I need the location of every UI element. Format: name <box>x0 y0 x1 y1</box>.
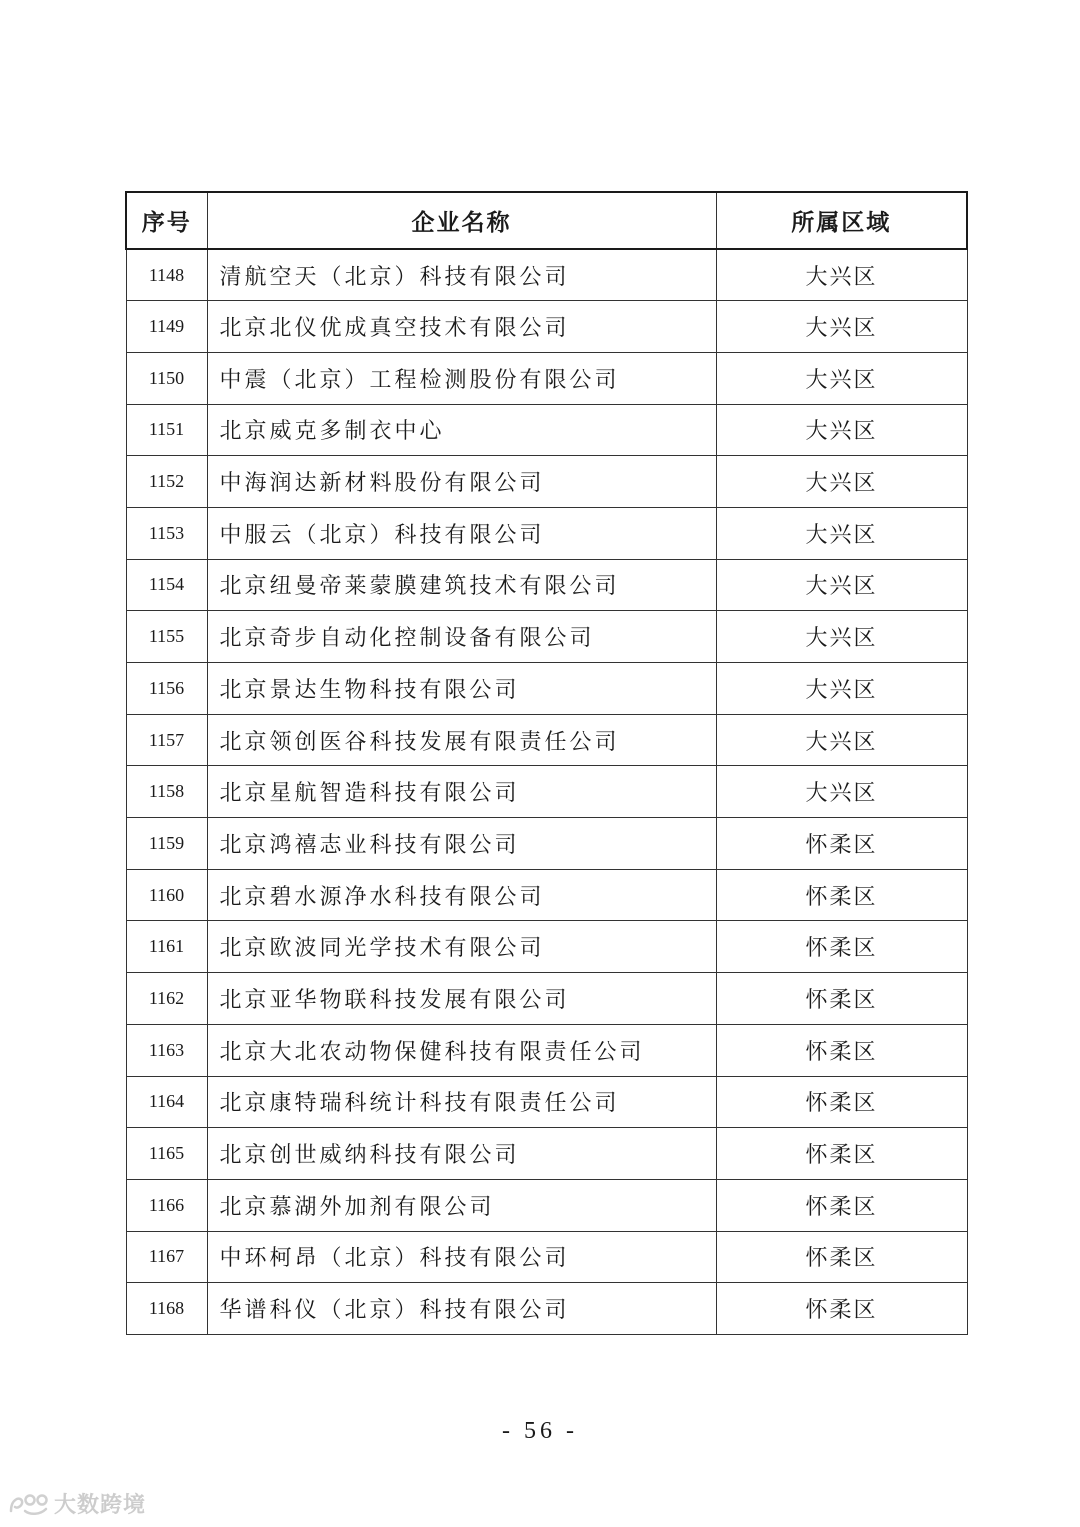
cell-serial-number: 1160 <box>126 869 207 921</box>
cell-company-name: 北京景达生物科技有限公司 <box>207 663 716 715</box>
table-row <box>126 404 967 456</box>
table-row <box>126 301 967 353</box>
cell-serial-number: 1163 <box>126 1024 207 1076</box>
header-company-name: 企业名称 <box>207 192 716 249</box>
cell-serial-number: 1167 <box>126 1231 207 1283</box>
cell-company-name: 北京碧水源净水科技有限公司 <box>207 869 716 921</box>
table-row <box>126 766 967 818</box>
cell-company-name: 北京创世威纳科技有限公司 <box>207 1128 716 1180</box>
enterprise-list-table <box>125 191 968 1335</box>
cell-serial-number: 1151 <box>126 404 207 456</box>
cell-region: 怀柔区 <box>716 1283 967 1335</box>
cell-company-name: 中服云（北京）科技有限公司 <box>207 507 716 559</box>
table-header-row <box>126 192 967 249</box>
cell-serial-number: 1148 <box>126 249 207 301</box>
table-row <box>126 921 967 973</box>
cell-serial-number: 1166 <box>126 1179 207 1231</box>
table-row <box>126 1076 967 1128</box>
cell-region: 怀柔区 <box>716 1128 967 1180</box>
cell-company-name: 北京威克多制衣中心 <box>207 404 716 456</box>
cell-region: 大兴区 <box>716 404 967 456</box>
cell-region: 怀柔区 <box>716 973 967 1025</box>
table-row <box>126 1283 967 1335</box>
cell-company-name: 北京大北农动物保健科技有限责任公司 <box>207 1024 716 1076</box>
cell-serial-number: 1159 <box>126 818 207 870</box>
cell-serial-number: 1154 <box>126 559 207 611</box>
cell-region: 怀柔区 <box>716 818 967 870</box>
cell-company-name: 北京康特瑞科统计科技有限责任公司 <box>207 1076 716 1128</box>
cell-company-name: 清航空天（北京）科技有限公司 <box>207 249 716 301</box>
cell-region: 大兴区 <box>716 301 967 353</box>
brand-logo-icon <box>8 1491 50 1517</box>
cell-region: 怀柔区 <box>716 1179 967 1231</box>
table-row <box>126 1128 967 1180</box>
cell-region: 大兴区 <box>716 714 967 766</box>
cell-company-name: 中震（北京）工程检测股份有限公司 <box>207 352 716 404</box>
cell-company-name: 北京北仪优成真空技术有限公司 <box>207 301 716 353</box>
cell-region: 大兴区 <box>716 352 967 404</box>
table-row <box>126 456 967 508</box>
table-row <box>126 507 967 559</box>
cell-region: 大兴区 <box>716 663 967 715</box>
cell-company-name: 华谱科仪（北京）科技有限公司 <box>207 1283 716 1335</box>
table-row <box>126 973 967 1025</box>
cell-region: 大兴区 <box>716 456 967 508</box>
cell-company-name: 北京奇步自动化控制设备有限公司 <box>207 611 716 663</box>
table-row <box>126 1179 967 1231</box>
header-region: 所属区域 <box>716 192 967 249</box>
page-number: - 56 - <box>502 1418 578 1444</box>
watermark-text: 大数跨境 <box>54 1493 147 1518</box>
cell-region: 怀柔区 <box>716 1231 967 1283</box>
cell-serial-number: 1161 <box>126 921 207 973</box>
cell-serial-number: 1155 <box>126 611 207 663</box>
cell-serial-number: 1149 <box>126 301 207 353</box>
cell-company-name: 北京领创医谷科技发展有限责任公司 <box>207 714 716 766</box>
cell-serial-number: 1164 <box>126 1076 207 1128</box>
cell-region: 大兴区 <box>716 249 967 301</box>
table-row <box>126 818 967 870</box>
cell-region: 怀柔区 <box>716 1076 967 1128</box>
cell-serial-number: 1152 <box>126 456 207 508</box>
cell-serial-number: 1156 <box>126 663 207 715</box>
cell-region: 大兴区 <box>716 507 967 559</box>
cell-region: 怀柔区 <box>716 1024 967 1076</box>
table-row <box>126 1024 967 1076</box>
cell-company-name: 北京欧波同光学技术有限公司 <box>207 921 716 973</box>
cell-serial-number: 1162 <box>126 973 207 1025</box>
cell-company-name: 北京鸿禧志业科技有限公司 <box>207 818 716 870</box>
cell-company-name: 北京亚华物联科技发展有限公司 <box>207 973 716 1025</box>
cell-serial-number: 1157 <box>126 714 207 766</box>
table-row <box>126 663 967 715</box>
cell-serial-number: 1153 <box>126 507 207 559</box>
cell-company-name: 北京星航智造科技有限公司 <box>207 766 716 818</box>
table-row <box>126 352 967 404</box>
cell-serial-number: 1165 <box>126 1128 207 1180</box>
cell-region: 大兴区 <box>716 611 967 663</box>
cell-company-name: 北京纽曼帝莱蒙膜建筑技术有限公司 <box>207 559 716 611</box>
table-row <box>126 249 967 301</box>
header-serial-number: 序号 <box>126 192 207 249</box>
table-row <box>126 611 967 663</box>
cell-region: 怀柔区 <box>716 921 967 973</box>
cell-company-name: 中海润达新材料股份有限公司 <box>207 456 716 508</box>
cell-region: 大兴区 <box>716 559 967 611</box>
table-row <box>126 559 967 611</box>
cell-company-name: 北京慕湖外加剂有限公司 <box>207 1179 716 1231</box>
table-body <box>126 249 967 1334</box>
watermark <box>8 1488 146 1519</box>
cell-serial-number: 1150 <box>126 352 207 404</box>
cell-serial-number: 1168 <box>126 1283 207 1335</box>
table-row <box>126 1231 967 1283</box>
cell-company-name: 中环柯昂（北京）科技有限公司 <box>207 1231 716 1283</box>
cell-region: 大兴区 <box>716 766 967 818</box>
table-row <box>126 869 967 921</box>
cell-serial-number: 1158 <box>126 766 207 818</box>
cell-region: 怀柔区 <box>716 869 967 921</box>
table-row <box>126 714 967 766</box>
